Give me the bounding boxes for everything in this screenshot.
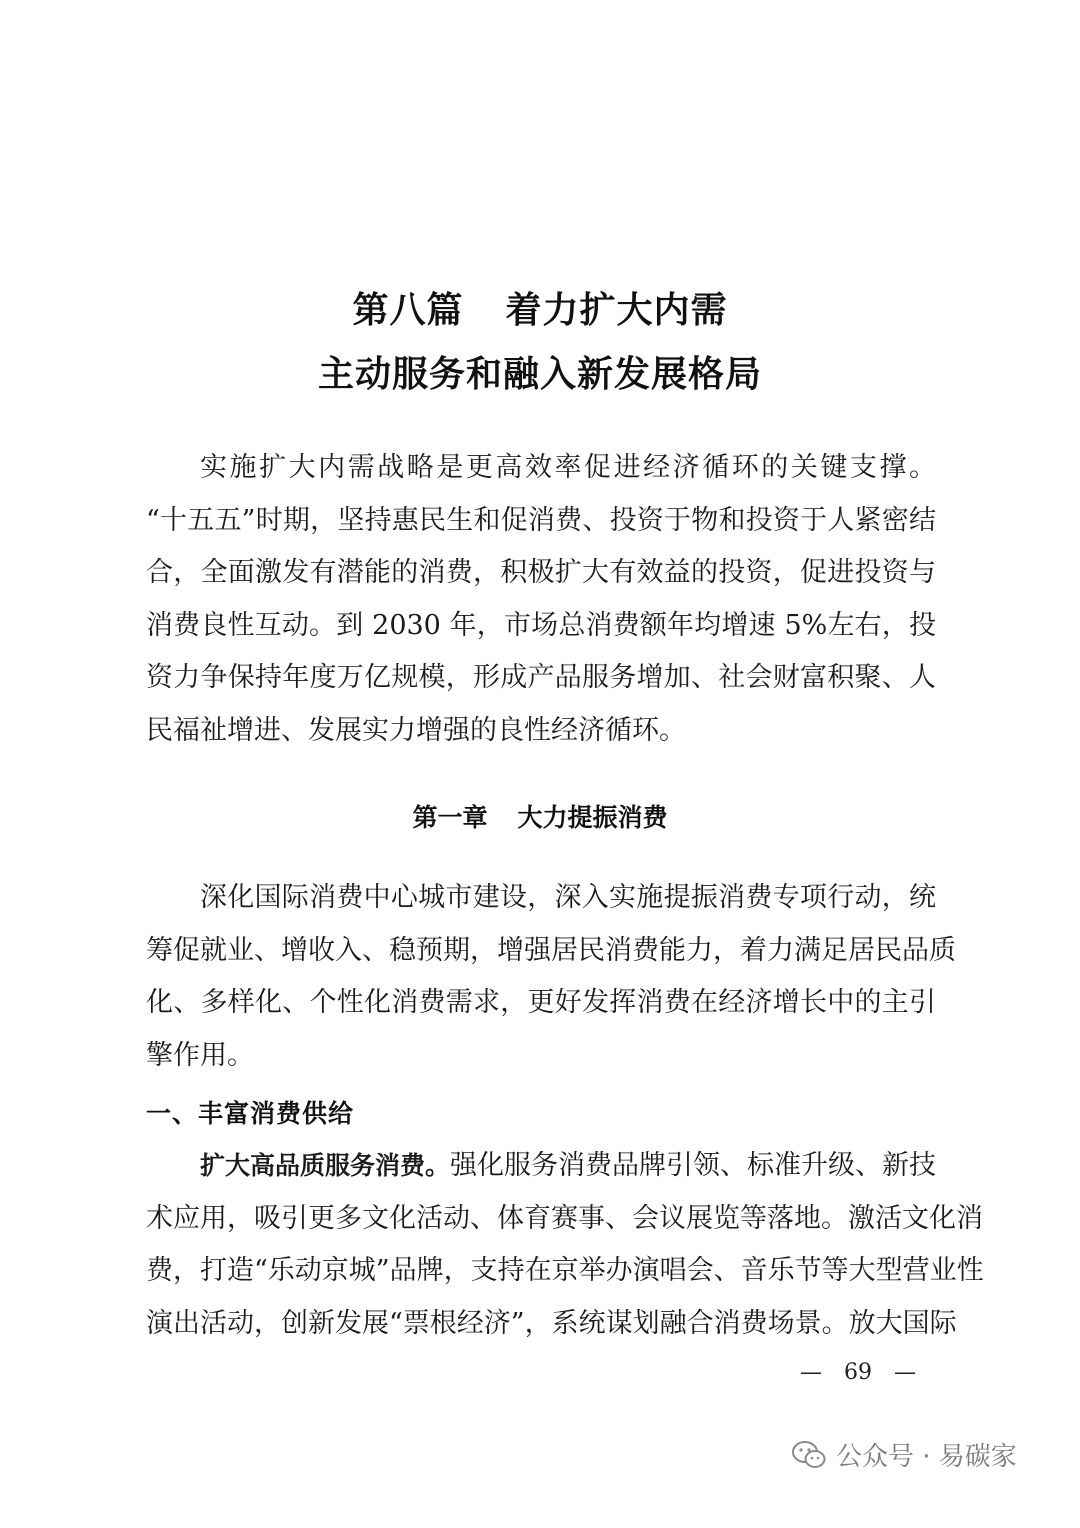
- paragraph-line: 擎作用。: [146, 1039, 254, 1071]
- paragraph-line: 民福祉增进、发展实力增强的良性经济循环。: [146, 714, 686, 746]
- paragraph-line: 筹促就业、增收入、稳预期，增强居民消费能力，着力满足居民品质: [146, 934, 956, 966]
- chapter-title: 大力提振消费: [517, 803, 668, 832]
- watermark-text: 公众号 · 易碳家: [836, 1442, 1017, 1472]
- intro-paragraph: [146, 442, 936, 757]
- paragraph-line: 合，全面激发有潜能的消费，积极扩大有效益的投资，促进投资与: [146, 557, 936, 588]
- part-number: 第八篇: [352, 290, 464, 331]
- paragraph-line: 资力争保持年度万亿规模，形成产品服务增加、社会财富积聚、人: [146, 662, 936, 693]
- paragraph-line: “十五五”时期，坚持惠民生和促消费、投资于物和投资于人紧密结: [146, 504, 936, 536]
- chapter-number: 第一章: [412, 803, 488, 832]
- paragraph-line: [146, 1140, 936, 1193]
- paragraph-line: 费，打造“乐动京城”品牌，支持在京举办演唱会、音乐节等大型营业性: [146, 1255, 984, 1286]
- paragraph-line: 消费良性互动。到 2030 年，市场总消费额年均增速 5%左右，投: [146, 609, 936, 641]
- paragraph-line: 化、多样化、个性化消费需求，更好发挥消费在经济增长中的主引: [146, 987, 936, 1018]
- chapter-heading: [0, 798, 1080, 834]
- paragraph-line: 术应用，吸引更多文化活动、体育赛事、会议展览等落地。激活文化消: [146, 1202, 983, 1234]
- paragraph-line: 深化国际消费中心城市建设，深入实施提振消费专项行动，统: [200, 882, 936, 913]
- page-number-dash: —: [800, 1360, 822, 1385]
- page-number-dash: —: [894, 1360, 916, 1385]
- section-body-paragraph: [146, 1140, 984, 1350]
- section-heading: 一、丰富消费供给: [146, 1099, 355, 1128]
- lead-phrase: 扩大高品质服务消费。: [200, 1151, 451, 1180]
- page-number-value: 69: [844, 1360, 872, 1385]
- page-title-line-1: [0, 282, 1080, 333]
- part-title: 着力扩大内需: [505, 290, 728, 331]
- page-title-line-2: 主动服务和融入新发展格局: [317, 354, 762, 395]
- wechat-icon: [792, 1440, 826, 1470]
- paragraph-line: 演出活动，创新发展“票根经济”，系统谋划融合消费场景。放大国际: [146, 1307, 957, 1339]
- watermark: [792, 1436, 1017, 1473]
- paragraph-text: 强化服务消费品牌引领、标准升级、新技: [450, 1150, 937, 1181]
- paragraph-line: 实施扩大内需战略是更高效率促进经济循环的关键支撑。: [200, 452, 936, 483]
- chapter-intro-paragraph: [146, 872, 956, 1082]
- page-number: [800, 1360, 916, 1385]
